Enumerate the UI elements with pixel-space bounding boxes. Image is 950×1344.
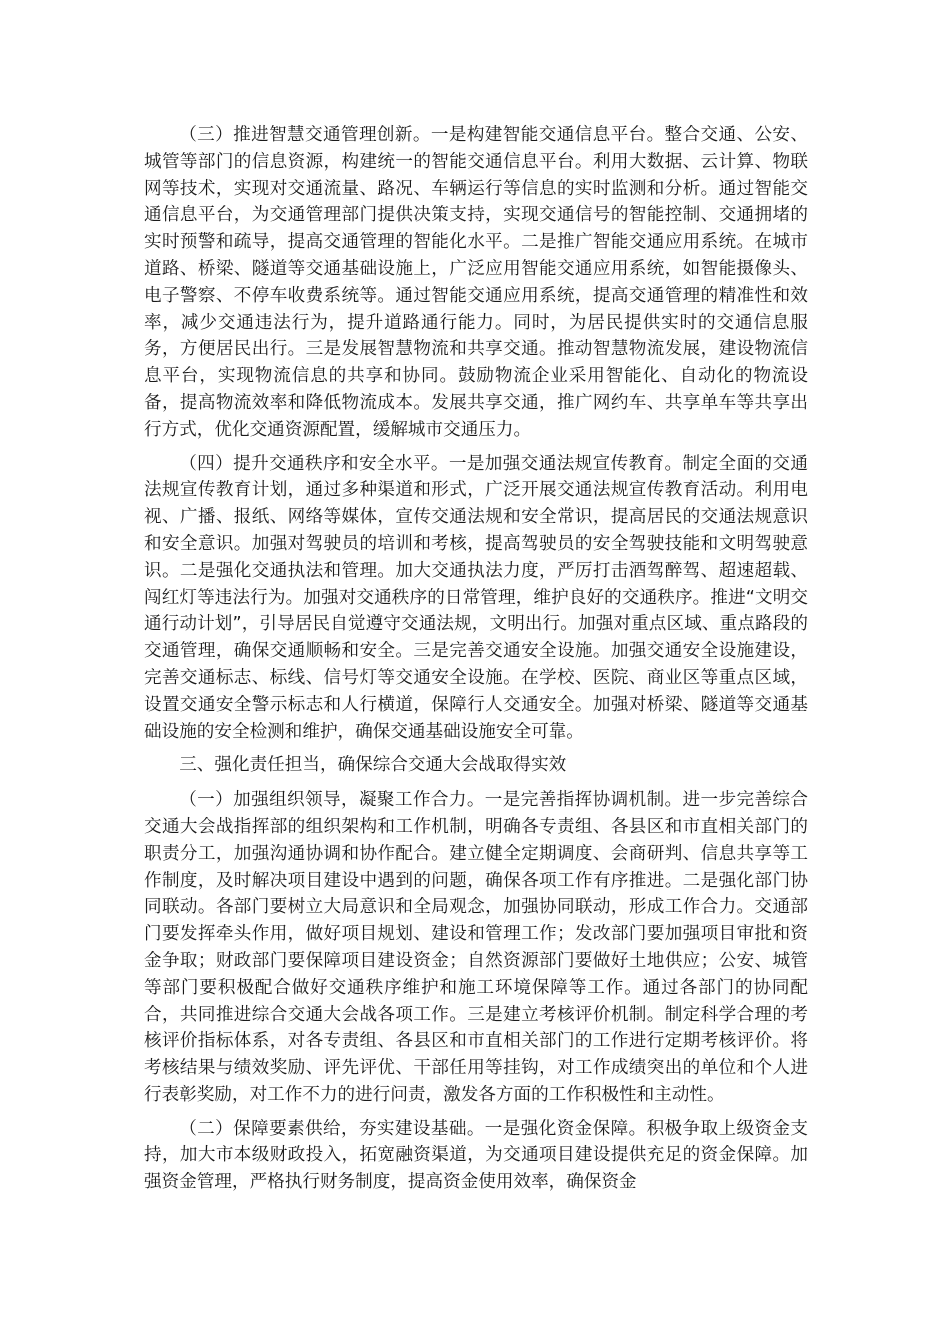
paragraph-smart-traffic: （三）推进智慧交通管理创新。一是构建智能交通信息平台。整合交通、公安、城管等部门的信息资源，构建统一的智能交通信息平台。利用大数据、云计算、物联网等技术，实现对交通流量、路况、车辆运行等信息的实时监测和分析。通过智能交通信息平台，为交通管理部门提供决策支持，实现交通信号的智能控制、交通拥堵的实时预警和疏导，提高交通管理的智能化水平。二是推广智能交通应用系统。在城市道路、桥梁、隧道等交通基础设施上，广泛应用智能交通应用系统，如智能摄像头、电子警察、不停车收费系统等。通过智能交通应用系统，提高交通管理的精准性和效率，减少交通违法行为，提升道路通行能力。同时，为居民提供实时的交通信息服务，方便居民出行。三是发展智慧物流和共享交通。推动智慧物流发展，建设物流信息平台，实现物流信息的共享和协同。鼓励物流企业采用智能化、自动化的物流设备，提高物流效率和降低物流成本。发展共享交通，推广网约车、共享单车等共享出行方式，优化交通资源配置，缓解城市交通压力。 (144, 125, 808, 440)
section-heading: 三、强化责任担当，确保综合交通大会战取得实效 (179, 755, 567, 776)
paragraph-resources: （二）保障要素供给，夯实建设基础。一是强化资金保障。积极争取上级资金支持，加大市本级财政投入，拓宽融资渠道，为交通项目建设提供充足的资金保障。加强资金管理，严格执行财务制度，提高资金使用效率，确保资金 (144, 1118, 808, 1193)
paragraph-organization: （一）加强组织领导，凝聚工作合力。一是完善指挥协调机制。进一步完善综合交通大会战指挥部的组织架构和工作机制，明确各专责组、各县区和市直相关部门的职责分工，加强沟通协调和协作配合。建立健全定期调度、会商研判、信息共享等工作制度，及时解决项目建设中遇到的问题，确保各项工作有序推进。二是强化部门协同联动。各部门要树立大局意识和全局观念，加强协同联动，形成工作合力。交通部门要发挥牵头作用，做好项目规划、建设和管理工作；发改部门要加强项目审批和资金争取；财政部门要保障项目建设资金；自然资源部门要做好土地供应；公安、城管等部门要积极配合做好交通秩序维护和施工环境保障等工作。通过各部门的协同配合，共同推进综合交通大会战各项工作。三是建立考核评价机制。制定科学合理的考核评价指标体系，对各专责组、各县区和市直相关部门的工作进行定期考核评价。将考核结果与绩效奖励、评先评优、干部任用等挂钩，对工作成绩突出的单位和个人进行表彰奖励，对工作不力的进行问责，激发各方面的工作积极性和主动性。 (144, 790, 808, 1105)
paragraph-traffic-safety: （四）提升交通秩序和安全水平。一是加强交通法规宣传教育。制定全面的交通法规宣传教育计划，通过多种渠道和形式，广泛开展交通法规宣传教育活动。利用电视、广播、报纸、网络等媒体，宣传交通法规和安全常识，提高居民的交通法规意识和安全意识。加强对驾驶员的培训和考核，提高驾驶员的安全驾驶技能和文明驾驶意识。二是强化交通执法和管理。加大交通执法力度，严厉打击酒驾醉驾、超速超载、闯红灯等违法行为。加强对交通秩序的日常管理，维护良好的交通秩序。推进“文明交通行动计划”，引导居民自觉遵守交通法规，文明出行。加强对重点区域、重点路段的交通管理，确保交通顺畅和安全。三是完善交通安全设施。加强交通安全设施建设，完善交通标志、标线、信号灯等交通安全设施。在学校、医院、商业区等重点区域，设置交通安全警示标志和人行横道，保障行人交通安全。加强对桥梁、隧道等交通基础设施的安全检测和维护，确保交通基础设施安全可靠。 (144, 453, 808, 742)
document-body (144, 122, 808, 1203)
